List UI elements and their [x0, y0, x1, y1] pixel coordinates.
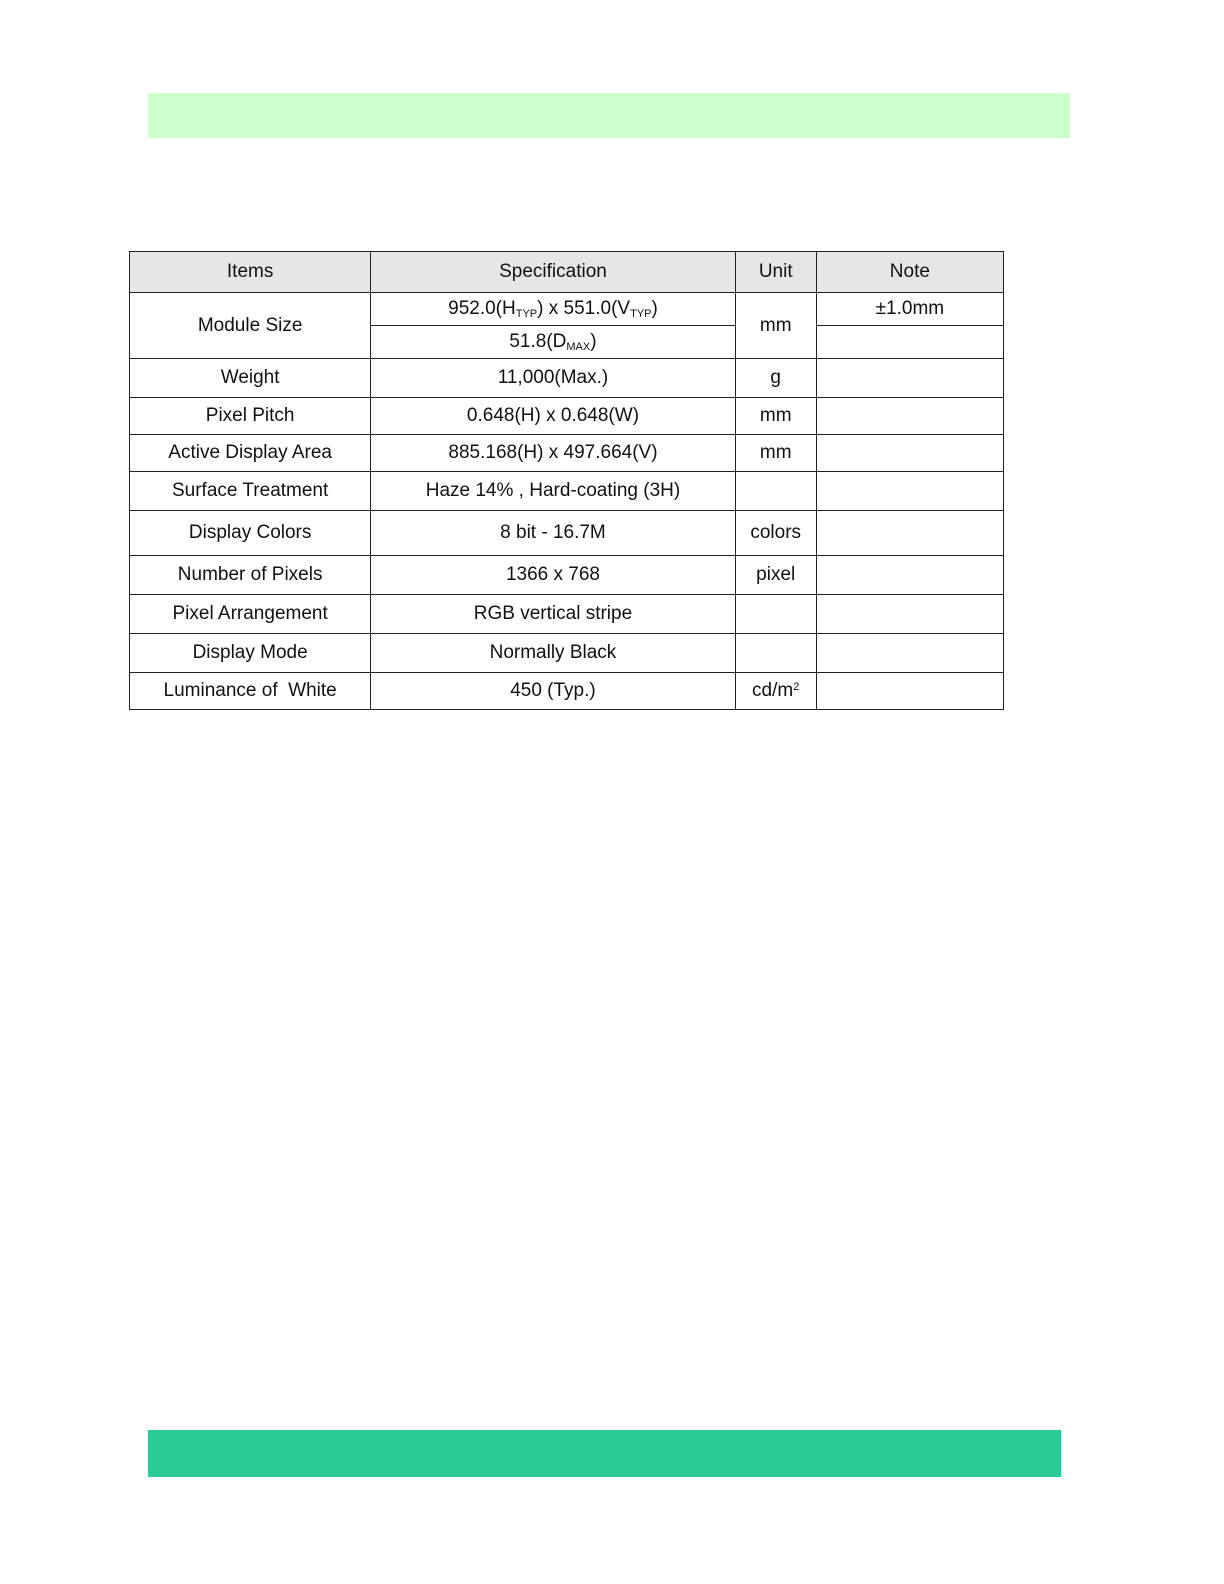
cell-note: [816, 556, 1003, 595]
footer-band: [148, 1430, 1061, 1477]
cell-item: Surface Treatment: [130, 472, 371, 511]
cell-note-module-size-2: [816, 326, 1003, 359]
table-row: [130, 435, 1004, 472]
cell-spec: 11,000(Max.): [371, 359, 735, 398]
cell-spec: Haze 14% , Hard-coating (3H): [371, 472, 735, 511]
specification-table: [129, 251, 1004, 710]
cell-unit-module-size: mm: [735, 293, 816, 359]
cell-note: [816, 634, 1003, 673]
cell-spec-module-size-d: $51.8(D_{MAX})$: [371, 326, 735, 359]
table-row: [130, 472, 1004, 511]
cell-unit: mm: [735, 435, 816, 472]
cell-spec: 8 bit - 16.7M: [371, 511, 735, 556]
cell-unit: g: [735, 359, 816, 398]
table-row: [130, 359, 1004, 398]
cell-unit: $cd/m^2$: [735, 673, 816, 710]
cell-unit: pixel: [735, 556, 816, 595]
cell-note: [816, 673, 1003, 710]
header-specification: Specification: [371, 252, 735, 293]
cell-spec: RGB vertical stripe: [371, 595, 735, 634]
cell-item: Number of Pixels: [130, 556, 371, 595]
cell-unit: mm: [735, 398, 816, 435]
table-row: [130, 556, 1004, 595]
cell-unit: [735, 595, 816, 634]
cell-item: Pixel Arrangement: [130, 595, 371, 634]
table-row-module-size: [130, 293, 1004, 326]
cell-item: Display Mode: [130, 634, 371, 673]
cell-item: Display Colors: [130, 511, 371, 556]
cell-item: Active Display Area: [130, 435, 371, 472]
cell-item-module-size: Module Size: [130, 293, 371, 359]
cell-note: [816, 511, 1003, 556]
header-items: Items: [130, 252, 371, 293]
header-note: Note: [816, 252, 1003, 293]
table-row: [130, 398, 1004, 435]
cell-note: [816, 595, 1003, 634]
cell-note: [816, 398, 1003, 435]
cell-note-module-size-1: ±1.0mm: [816, 293, 1003, 326]
table-row: [130, 511, 1004, 556]
cell-item: Weight: [130, 359, 371, 398]
cell-unit: [735, 472, 816, 511]
table-row-luminance: [130, 673, 1004, 710]
cell-spec: 0.648(H) x 0.648(W): [371, 398, 735, 435]
cell-note: [816, 359, 1003, 398]
cell-unit: colors: [735, 511, 816, 556]
table-header-row: [130, 252, 1004, 293]
cell-spec: 1366 x 768: [371, 556, 735, 595]
cell-note: [816, 435, 1003, 472]
table-row: [130, 634, 1004, 673]
header-unit: Unit: [735, 252, 816, 293]
cell-note: [816, 472, 1003, 511]
cell-spec: Normally Black: [371, 634, 735, 673]
cell-unit: [735, 634, 816, 673]
cell-spec: 885.168(H) x 497.664(V): [371, 435, 735, 472]
cell-item: Pixel Pitch: [130, 398, 371, 435]
header-band: [148, 93, 1070, 138]
table-row: [130, 595, 1004, 634]
cell-spec: 450 (Typ.): [371, 673, 735, 710]
cell-spec-module-size-hv: $952.0(H_{TYP})$ x $551.0(V_{TYP})$: [371, 293, 735, 326]
cell-item: Luminance of White: [130, 673, 371, 710]
